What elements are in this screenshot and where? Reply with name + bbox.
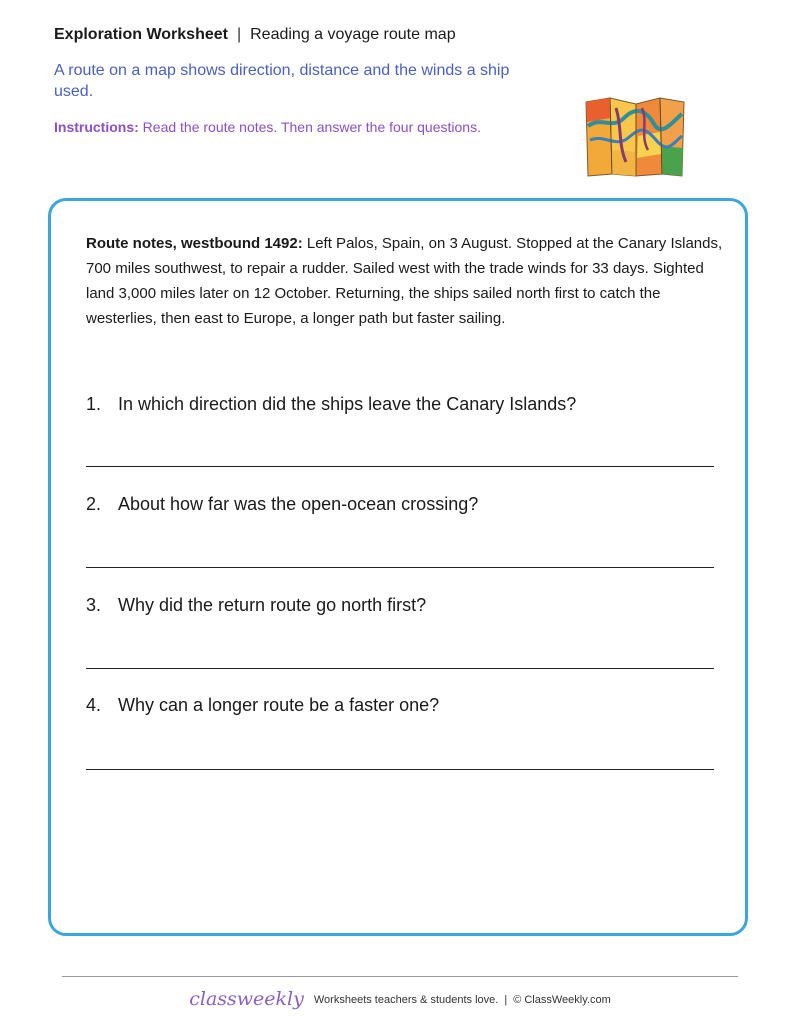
worksheet-header: [54, 26, 456, 44]
worksheet-subtitle: A route on a map shows direction, distance and the winds a ship used.: [54, 62, 510, 100]
footer-separator: |: [504, 994, 508, 1006]
instructions-label: Instructions:: [54, 119, 139, 135]
question-number: 3.: [86, 595, 102, 615]
worksheet-topic: Reading a voyage route map: [250, 26, 456, 43]
answer-line-1[interactable]: [86, 466, 714, 467]
question-number: 2.: [86, 494, 102, 514]
footer-tagline: Worksheets teachers & students love.: [313, 994, 499, 1006]
question-text: About how far was the open-ocean crossing?: [118, 494, 479, 514]
question-4: [86, 695, 439, 716]
question-number: 1.: [86, 394, 102, 414]
question-text: In which direction did the ships leave the Canary Islands?: [118, 394, 577, 414]
footer-copyright: © ClassWeekly.com: [513, 994, 611, 1006]
answer-line-4[interactable]: [86, 769, 714, 770]
question-1: [86, 394, 576, 415]
answer-line-2[interactable]: [86, 567, 714, 568]
instructions-text: Read the route notes. Then answer the four questions.: [142, 119, 481, 135]
question-text: Why can a longer route be a faster one?: [118, 695, 440, 715]
route-notes: [86, 231, 726, 331]
route-notes-text: Left Palos, Spain, on 3 August. Stopped at the Canary Islands, 700 miles southwest, to repair a rudder. Sailed west with the trade winds for 33 days. Sighted land 3,000 miles later on 12 October. Returning, the ships sailed north first to catch the westerlies, then east to Europe, a longer path but faster sailing.: [86, 235, 723, 327]
footer-divider: [62, 976, 738, 977]
question-number: 4.: [86, 695, 102, 715]
instructions: [54, 119, 481, 135]
header-separator: |: [236, 26, 242, 43]
route-notes-label: Route notes, westbound 1492:: [86, 235, 303, 252]
question-text: Why did the return route go north first?: [118, 595, 427, 615]
brand-logo: classweekly: [189, 988, 304, 1010]
answer-line-3[interactable]: [86, 668, 714, 669]
worksheet-title: Exploration Worksheet: [54, 26, 228, 43]
question-2: [86, 494, 478, 515]
footer: [0, 988, 800, 1010]
folded-map-icon: [582, 96, 686, 178]
question-3: [86, 595, 426, 616]
